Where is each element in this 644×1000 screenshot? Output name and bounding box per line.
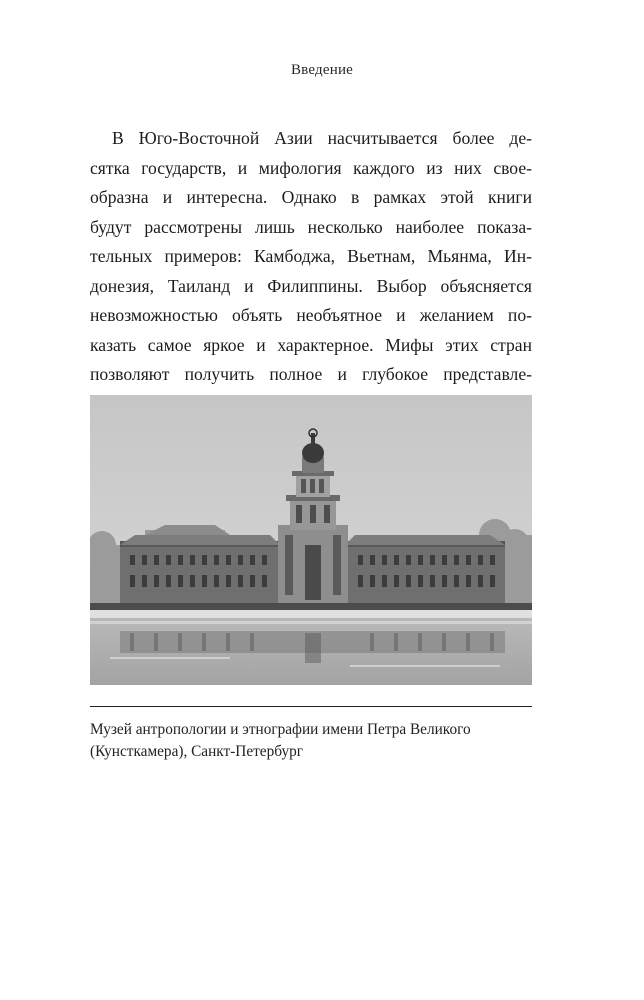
paragraph-line: невозможностью объять необъятное и желанием по- [90, 305, 532, 325]
caption-line: Музей антропологии и этнографии имени Петра Великого [90, 721, 471, 738]
body-paragraph [90, 124, 532, 419]
figure-caption [90, 719, 532, 763]
paragraph-line: В Юго-Восточной Азии насчитывается более де- [112, 128, 532, 148]
paragraph-line: образна и интересна. Однако в рамках этой книги [90, 187, 532, 207]
running-header: Введение [290, 62, 354, 78]
caption-divider [90, 706, 532, 707]
paragraph-line: казать самое яркое и характерное. Мифы этих стран [90, 334, 532, 355]
paragraph-line: тельных примеров: Камбоджа, Вьетнам, Мьянма, Ин- [90, 246, 532, 266]
paragraph-line: донезия, Таиланд и Филиппины. Выбор объясняется [90, 275, 532, 296]
paragraph-line: позволяют получить полное и глубокое представле- [90, 364, 532, 384]
paragraph-line: сятка государств, и мифология каждого из них свое- [90, 157, 532, 178]
caption-line: (Кунсткамера), Санкт-Петербург [90, 743, 304, 760]
paragraph-line: будут рассмотрены лишь несколько наиболее показа- [90, 216, 532, 237]
kunstkamera-photo [90, 395, 532, 685]
